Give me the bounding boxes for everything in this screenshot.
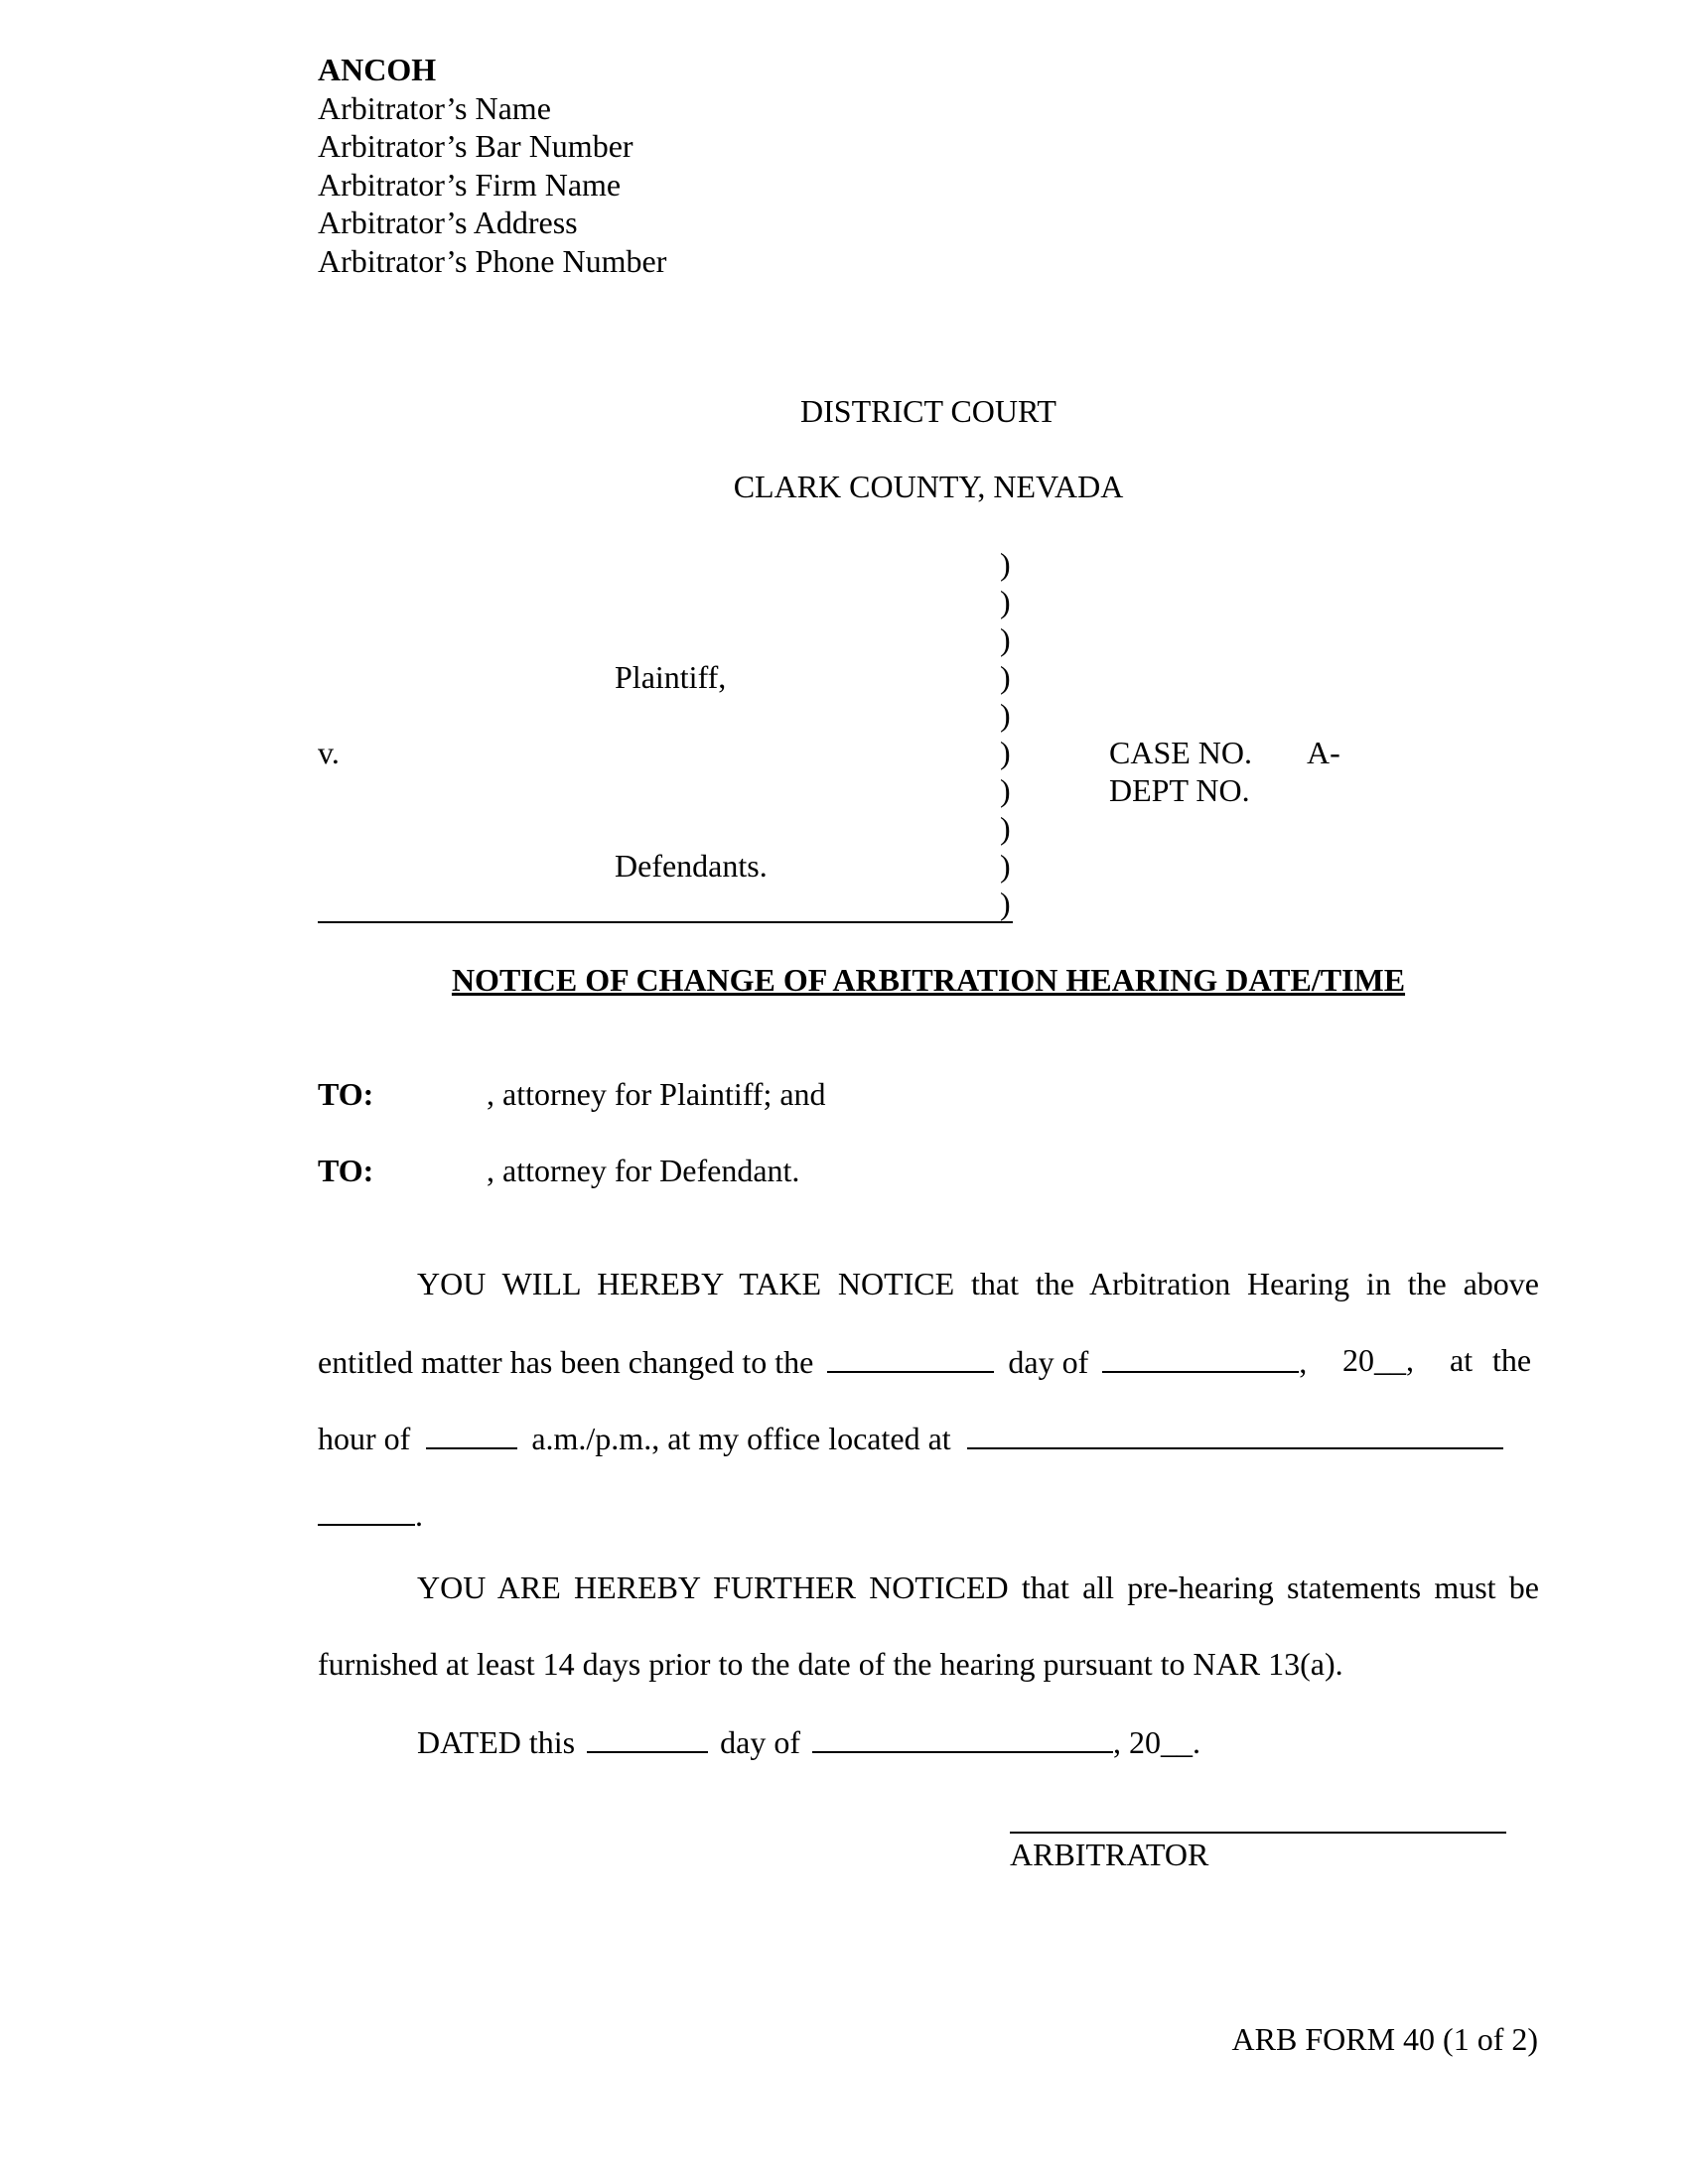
arbitrator-header (318, 51, 666, 280)
arbitrator-phone-line: Arbitrator’s Phone Number (318, 242, 667, 279)
caption-paren: ) (1000, 810, 1011, 846)
caption-paren: ) (1000, 546, 1011, 582)
caption-paren: ) (1000, 735, 1011, 770)
recipient-to-label: TO: (318, 1153, 374, 1188)
arbitrator-bar-number-line: Arbitrator’s Bar Number (318, 128, 633, 164)
arbitrator-firm-line: Arbitrator’s Firm Name (318, 166, 622, 203)
caption-paren: ) (1000, 697, 1011, 733)
versus-label: v. (318, 735, 340, 770)
signature-label: ARBITRATOR (1010, 1837, 1209, 1872)
notice-line-1: YOU WILL HEREBY TAKE NOTICE that the Arbitration Hearing in the above (417, 1266, 1539, 1301)
document-title-text: NOTICE OF CHANGE OF ARBITRATION HEARING DATE/TIME (451, 962, 1406, 998)
further-notice-line-2: furnished at least 14 days prior to the date of the hearing pursuant to NAR 13(a). (318, 1646, 1343, 1682)
dept-no-label: DEPT NO. (1109, 772, 1250, 808)
recipient-defendant-attorney: , attorney for Defendant. (487, 1153, 800, 1188)
plaintiff-label: Plaintiff, (615, 659, 727, 695)
dated-month-blank[interactable] (812, 1721, 1113, 1753)
day-blank[interactable] (827, 1341, 994, 1373)
caption-paren: ) (1000, 772, 1011, 808)
caption-paren: ) (1000, 584, 1011, 619)
dated-text: day of (720, 1724, 800, 1760)
notice-text: day of (1008, 1344, 1089, 1380)
case-no-label: CASE NO. (1109, 735, 1253, 770)
notice-text: hour of (318, 1421, 411, 1456)
dated-line (417, 1721, 1200, 1761)
hour-blank[interactable] (426, 1418, 517, 1449)
case-no-value: A- (1307, 735, 1340, 770)
caption-paren: ) (1000, 848, 1011, 884)
caption-rule (318, 921, 1013, 923)
notice-line-2 (318, 1341, 1307, 1381)
notice-text: , (1299, 1344, 1308, 1380)
office-address-blank-continued[interactable] (318, 1494, 415, 1526)
court-name: DISTRICT COURT (800, 393, 1056, 429)
caption-paren: ) (1000, 659, 1011, 695)
year-text: 20__, (1342, 1342, 1414, 1378)
signature-line[interactable] (1010, 1832, 1506, 1834)
dated-text: DATED this (417, 1724, 576, 1760)
recipient-plaintiff-attorney: , attorney for Plaintiff; and (487, 1076, 826, 1112)
dated-day-blank[interactable] (587, 1721, 708, 1753)
office-address-blank[interactable] (967, 1418, 1503, 1449)
document-title (318, 961, 1539, 999)
caption-paren: ) (1000, 886, 1011, 921)
firm-code: ANCOH (318, 52, 437, 87)
court-county: CLARK COUNTY, NEVADA (733, 469, 1124, 504)
notice-line-4 (318, 1494, 423, 1534)
arbitrator-name-line: Arbitrator’s Name (318, 89, 551, 126)
form-footer: ARB FORM 40 (1 of 2) (1231, 2021, 1538, 2057)
notice-text: at (1450, 1342, 1474, 1378)
dated-text: , 20__. (1112, 1724, 1200, 1760)
arbitrator-address-line: Arbitrator’s Address (318, 205, 578, 240)
month-blank[interactable] (1102, 1341, 1299, 1373)
notice-text: entitled matter has been changed to the (318, 1344, 814, 1380)
notice-text: . (415, 1497, 423, 1533)
notice-text: a.m./p.m., at my office located at (531, 1421, 951, 1456)
defendants-label: Defendants. (615, 848, 768, 884)
recipient-to-label: TO: (318, 1076, 374, 1112)
notice-line-3 (318, 1418, 1503, 1457)
notice-text: the (1492, 1342, 1532, 1378)
caption-paren: ) (1000, 621, 1011, 657)
further-notice-line-1: YOU ARE HEREBY FURTHER NOTICED that all pre-hearing statements must be (417, 1570, 1539, 1605)
